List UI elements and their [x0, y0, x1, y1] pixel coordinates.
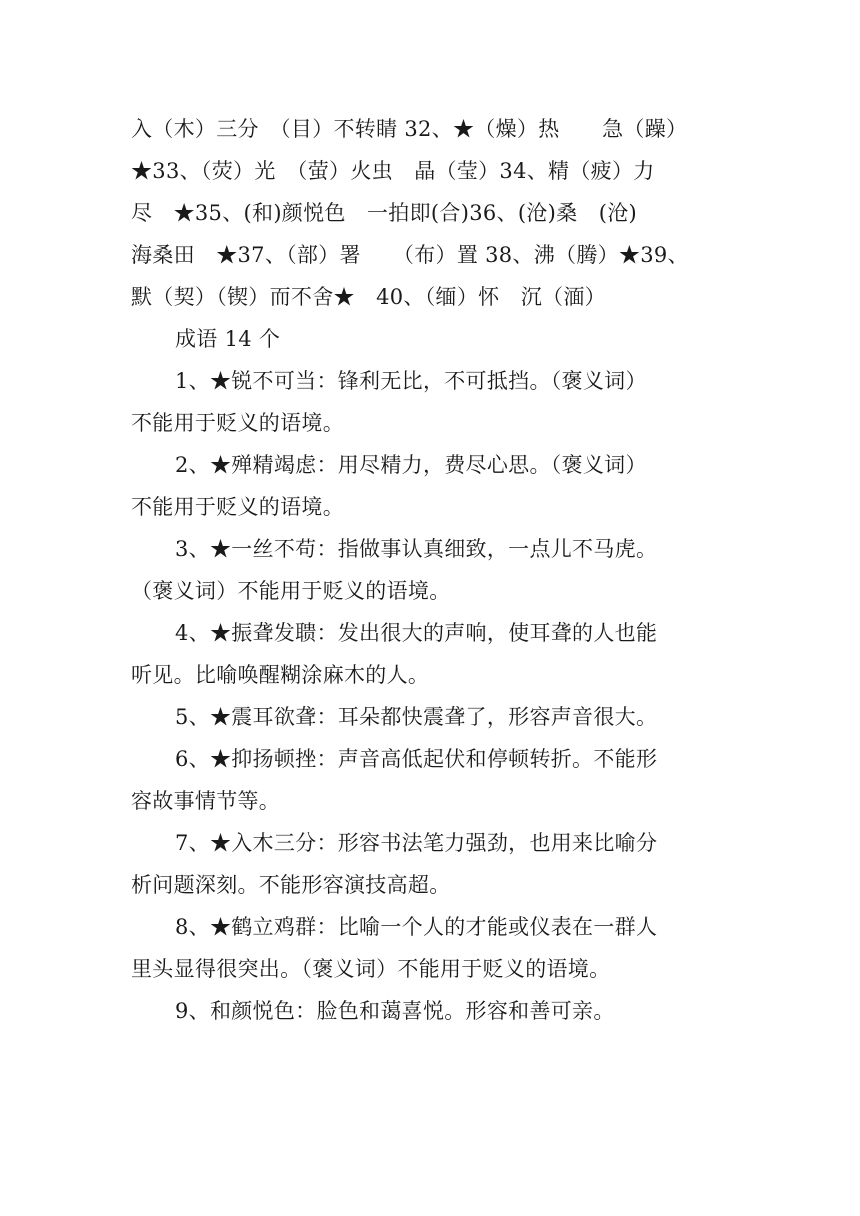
text-line: ★33、（荧）光 （萤）火虫 晶（莹）34、精（疲）力 — [131, 159, 655, 183]
idiom-entry: 1、★锐不可当：锋利无比，不可抵挡。（褒义词） — [175, 369, 647, 393]
text-line: 尽 ★35、(和)颜悦色 一拍即(合)36、(沧)桑 (沧) — [131, 201, 637, 225]
idiom-entry: 8、★鹤立鸡群：比喻一个人的才能或仪表在一群人 — [175, 915, 658, 939]
idiom-entry: 6、★抑扬顿挫：声音高低起伏和停顿转折。不能形 — [175, 747, 658, 771]
idiom-entry: 4、★振聋发聩：发出很大的声响，使耳聋的人也能 — [175, 621, 658, 645]
text-line: 海桑田 ★37、（部）署 （布）置 38、沸（腾）★39、 — [131, 243, 689, 267]
idiom-entry: 7、★入木三分：形容书法笔力强劲，也用来比喻分 — [175, 831, 658, 855]
document-page — [131, 108, 731, 1032]
idiom-entry: 3、★一丝不苟：指做事认真细致，一点儿不马虎。 — [175, 537, 658, 561]
idiom-entry-continued: 不能用于贬义的语境。 — [131, 411, 344, 435]
idiom-entry-continued: 析问题深刻。不能形容演技高超。 — [131, 873, 451, 897]
text-line: 默（契）（锲）而不舍★ 40、（缅）怀 沉（湎） — [131, 285, 606, 309]
idiom-entry-continued: 听见。比喻唤醒糊涂麻木的人。 — [131, 663, 430, 687]
idiom-entry-continued: （褒义词）不能用于贬义的语境。 — [131, 579, 451, 603]
idiom-entry: 9、和颜悦色：脸色和蔼喜悦。形容和善可亲。 — [175, 999, 615, 1023]
idiom-entry-continued: 不能用于贬义的语境。 — [131, 495, 344, 519]
text-line: 入（木）三分 （目）不转睛 32、★（燥）热 急（躁） — [131, 117, 688, 141]
idiom-entry-continued: 容故事情节等。 — [131, 789, 281, 813]
idiom-entry-continued: 里头显得很突出。（褒义词）不能用于贬义的语境。 — [131, 957, 611, 981]
idiom-entry: 5、★震耳欲聋：耳朵都快震聋了，形容声音很大。 — [175, 705, 658, 729]
idiom-entry: 2、★殚精竭虑：用尽精力，费尽心思。（褒义词） — [175, 453, 647, 477]
section-heading: 成语 14 个 — [175, 327, 281, 351]
